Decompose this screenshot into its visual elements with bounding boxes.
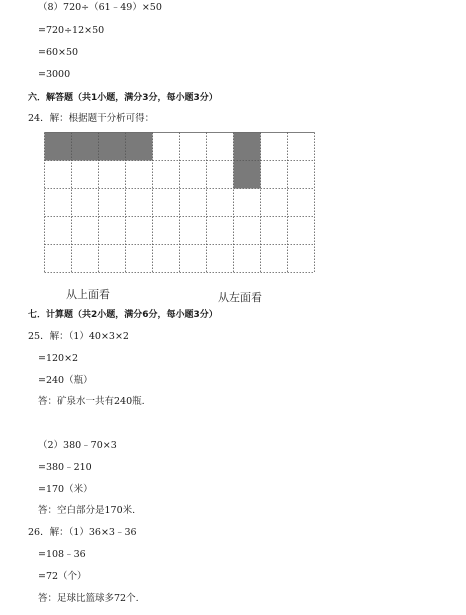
q26-answer: 答：足球比篮球多72个. [38, 593, 139, 604]
q25-step-2: =240（瓶） [38, 375, 93, 386]
line-4: =3000 [38, 69, 71, 80]
shaded-cell [45, 133, 72, 161]
question-25: 25．解：（1）40×3×2 [28, 331, 129, 342]
shaded-cell [72, 133, 99, 161]
line-3: =60×50 [38, 47, 79, 58]
question-24: 24．解：根据题干分析可得： [28, 113, 155, 124]
question-26: 26．解：（1）36×3﹣36 [28, 527, 137, 538]
q25-part-2-step-2: =170（米） [38, 484, 93, 495]
q25-answer: 答：矿泉水一共有240瓶. [38, 396, 145, 407]
line-2: =720÷12×50 [38, 25, 105, 36]
q25-part-2: （2）380﹣70×3 [38, 440, 117, 451]
q26-step-2: =72（个） [38, 571, 87, 582]
q26-step-1: =108﹣36 [38, 549, 86, 560]
section-6-heading: 六．解答题（共1小题，满分3分，每小题3分） [28, 93, 218, 103]
caption-top-view: 从上面看 [66, 288, 110, 301]
shaded-cell [99, 133, 126, 161]
q25-part-2-step-1: =380﹣210 [38, 462, 92, 473]
q25-part-2-answer: 答：空白部分是170米. [38, 505, 136, 516]
shaded-cell [126, 133, 153, 161]
q25-step-1: =120×2 [38, 353, 79, 364]
line-1: （8）720÷（61﹣49）×50 [38, 2, 162, 13]
shaded-cell [234, 133, 261, 161]
view-grid-figure [44, 132, 316, 308]
caption-left-view: 从左面看 [218, 291, 262, 304]
section-7-heading: 七．计算题（共2小题，满分6分，每小题3分） [28, 310, 218, 320]
shaded-cell [234, 161, 261, 189]
